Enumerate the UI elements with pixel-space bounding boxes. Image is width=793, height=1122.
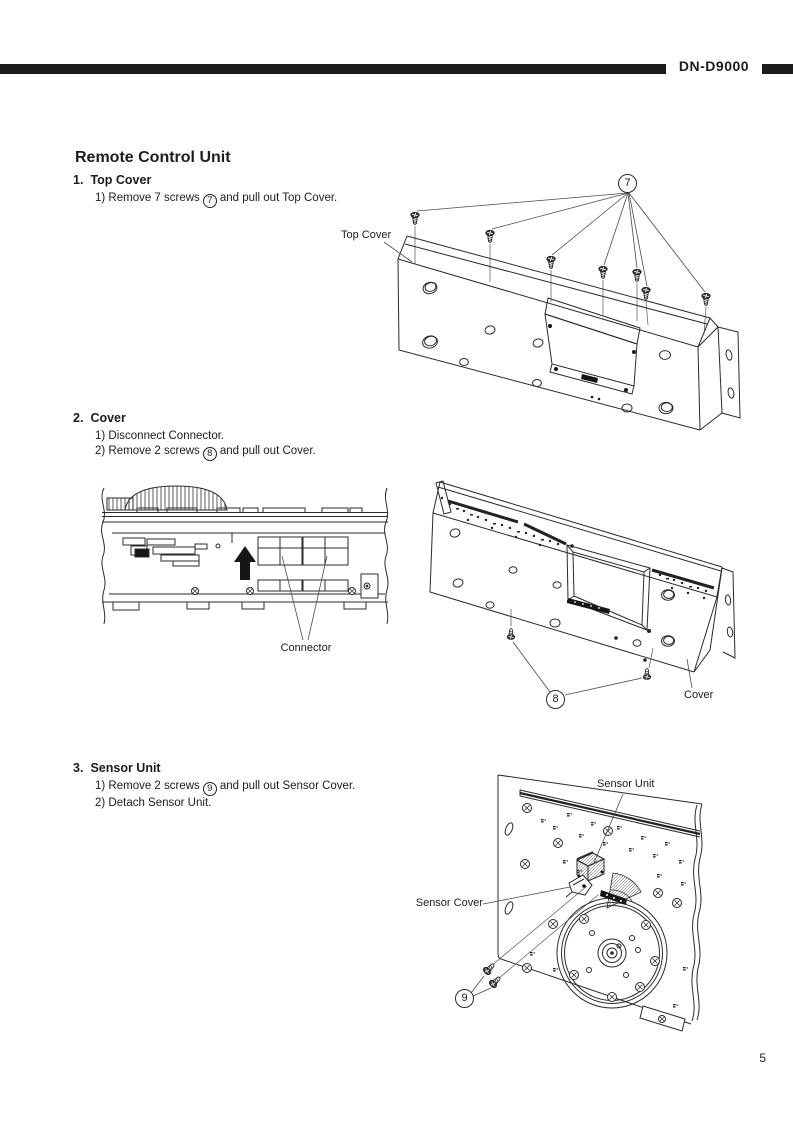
section-title: Cover (90, 411, 126, 425)
section-number: 1. (73, 173, 84, 187)
section-heading (73, 173, 337, 187)
side-bracket (361, 574, 378, 598)
section-title: Top Cover (90, 173, 152, 187)
display-housing (545, 298, 640, 344)
break-line-left (102, 488, 105, 624)
callout-7: 7 (618, 174, 637, 193)
screw-icon (599, 266, 607, 278)
screw-icon (633, 269, 641, 281)
connector-label: Connector (280, 642, 332, 654)
figure-connector (95, 482, 400, 667)
page-number: 5 (759, 1051, 766, 1065)
model-number: DN-D9000 (678, 58, 750, 74)
panel-holes (449, 528, 674, 646)
section-title: Sensor Unit (90, 761, 161, 775)
section-steps (95, 429, 316, 461)
section-sensor-unit (73, 761, 355, 811)
screw-icon (643, 669, 651, 680)
step-text: 2) Remove 2 screws (95, 445, 200, 457)
chassis-feet (113, 602, 366, 610)
screw-icon (702, 293, 710, 305)
pcb-edge-strips (448, 501, 714, 588)
step-text: and pull out Sensor Cover. (219, 780, 356, 792)
jog-knob (125, 486, 227, 510)
figure-top-cover (335, 168, 793, 460)
section-steps (95, 191, 337, 208)
step-line: 1) Disconnect Connector. (95, 430, 225, 442)
section-number: 3. (73, 761, 84, 775)
section-cover (73, 411, 316, 461)
step-text: 1) Remove 7 screws (95, 192, 200, 204)
figure-cover (420, 468, 793, 718)
screw-icon (642, 287, 650, 299)
small-knob (107, 498, 133, 510)
cover-label: Cover (684, 689, 714, 701)
top-cover-panel (398, 236, 740, 430)
page-title: Remote Control Unit (75, 149, 231, 166)
sensor-unit-label: Sensor Unit (597, 778, 655, 790)
circled-ref-9: 9 (203, 782, 217, 796)
sensor-cover-label: Sensor Cover (415, 897, 483, 909)
callout-8: 8 (546, 690, 565, 709)
sensor-cover-leader (483, 887, 570, 904)
screw-icon (411, 212, 419, 224)
step-text: and pull out Cover. (219, 445, 316, 457)
callout-leader-lines (471, 976, 491, 996)
callout-9: 9 (455, 989, 474, 1008)
step-line (95, 191, 337, 208)
screw-icon (547, 256, 555, 268)
header-rule-end (762, 64, 793, 74)
circled-ref-8: 8 (203, 447, 217, 461)
screw-icons (411, 212, 710, 305)
jog-wheel (557, 898, 667, 1008)
step-line: 2) Detach Sensor Unit. (95, 797, 212, 809)
figure-sensor-unit (395, 762, 793, 1047)
screw-icon (507, 629, 515, 640)
cover-illustration (420, 468, 793, 718)
screw-axis-lines (415, 226, 706, 334)
connector-blocks (258, 537, 348, 591)
display-opening (567, 545, 650, 630)
connector-illustration (95, 482, 400, 667)
screw-axis-lines (491, 886, 598, 979)
push-direction-arrow-icon (234, 546, 256, 580)
screw-icon (486, 230, 494, 242)
opening-connector (567, 598, 610, 614)
housing-fasteners (548, 324, 636, 400)
break-line-right (385, 488, 388, 624)
bottom-chassis (102, 594, 388, 602)
label-leader-lines (282, 556, 327, 640)
section-number: 2. (73, 411, 84, 425)
circled-ref-7: 7 (203, 194, 217, 208)
section-heading (73, 761, 355, 775)
step-text: 1) Remove 2 screws (95, 780, 200, 792)
top-cover-illustration (335, 168, 793, 460)
front-panel-edge (102, 513, 388, 523)
section-heading (73, 411, 316, 425)
top-cover-label: Top Cover (341, 229, 392, 241)
section-top-cover (73, 173, 337, 208)
step-text: and pull out Top Cover. (219, 192, 338, 204)
bottom-bracket (640, 1006, 685, 1031)
step-line (95, 444, 316, 461)
section-steps (95, 779, 355, 811)
header-rule-bar (0, 64, 666, 74)
label-leader-line (687, 659, 692, 688)
step-line (95, 779, 355, 796)
panel-screws (521, 804, 682, 973)
